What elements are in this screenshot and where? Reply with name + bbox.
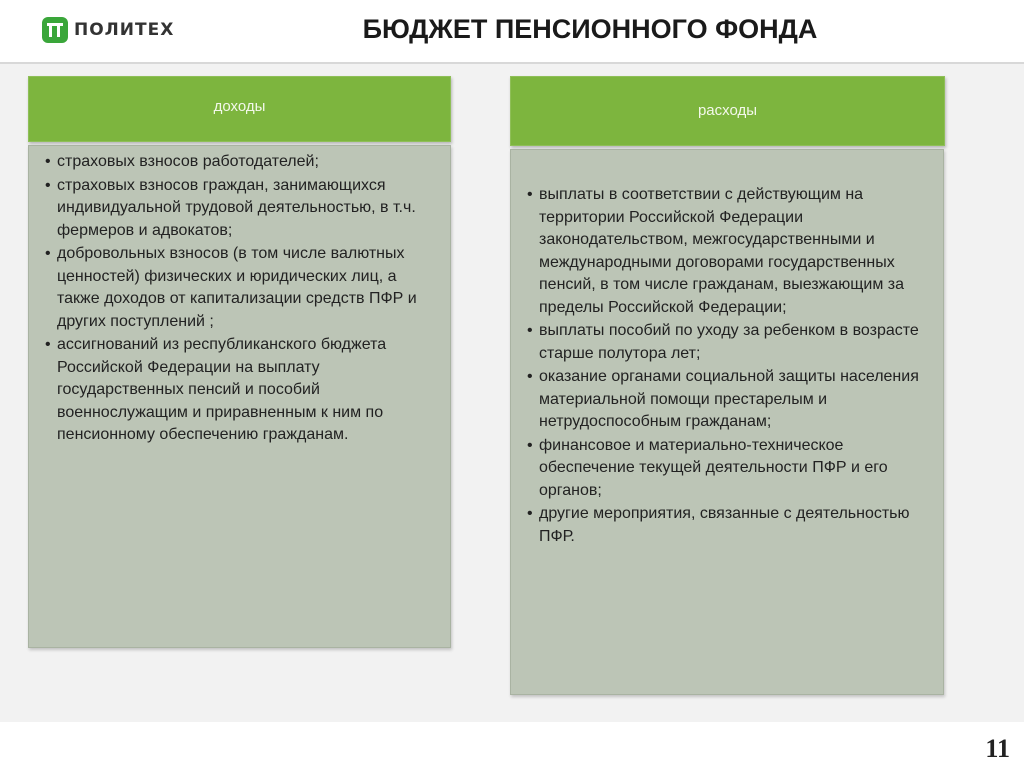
- income-list: [39, 151, 438, 447]
- page-number: 11: [985, 734, 1010, 763]
- logo-text: ПОЛИТЕХ: [74, 20, 175, 40]
- income-item: • ассигнований из республиканского бюджета Российской Федерации на выплату государственных пенсий и пособий военнослужащим и приравненным к ним по пенсионному обеспечению гражданам.: [39, 334, 438, 447]
- income-heading-label: доходы: [213, 98, 266, 115]
- slide-footer: [0, 722, 1024, 767]
- expenses-item: • выплаты в соответствии с действующим на территории Российской Федерации законодательством, межгосударственными и международными договорами государственных пенсий, в том числе гражданам, выезжающим за пределы Российской Федерации;: [521, 184, 931, 319]
- expenses-heading-label: расходы: [697, 102, 758, 119]
- slide-title: БЮДЖЕТ ПЕНСИОННОГО ФОНДА: [362, 14, 818, 44]
- expenses-item: • оказание органами социальной защиты населения материальной помощи престарелым и нетрудоспособным гражданам;: [521, 366, 931, 434]
- income-item: • страховых взносов работодателей;: [39, 151, 438, 174]
- expenses-list-box: [510, 149, 944, 695]
- income-item: • страховых взносов граждан, занимающихся индивидуальной трудовой деятельностью, в т.ч. фермеров и адвокатов;: [39, 175, 438, 243]
- politech-logo: [42, 17, 174, 43]
- income-item: • добровольных взносов (в том числе валютных ценностей) физических и юридических лиц, а также доходов от капитализации средств ПФР и других поступлений ;: [39, 243, 438, 333]
- slide-header: [0, 0, 1024, 62]
- expenses-item: • выплаты пособий по уходу за ребенком в возрасте старше полутора лет;: [521, 320, 931, 365]
- expenses-item: • другие мероприятия, связанные с деятельностью ПФР.: [521, 503, 931, 548]
- logo-icon: [42, 17, 68, 43]
- expenses-heading: [510, 76, 945, 146]
- expenses-item: • финансовое и материально-техническое обеспечение текущей деятельности ПФР и его органов;: [521, 435, 931, 503]
- income-heading: [28, 76, 451, 142]
- expenses-list: [521, 184, 931, 548]
- income-list-box: [28, 145, 451, 648]
